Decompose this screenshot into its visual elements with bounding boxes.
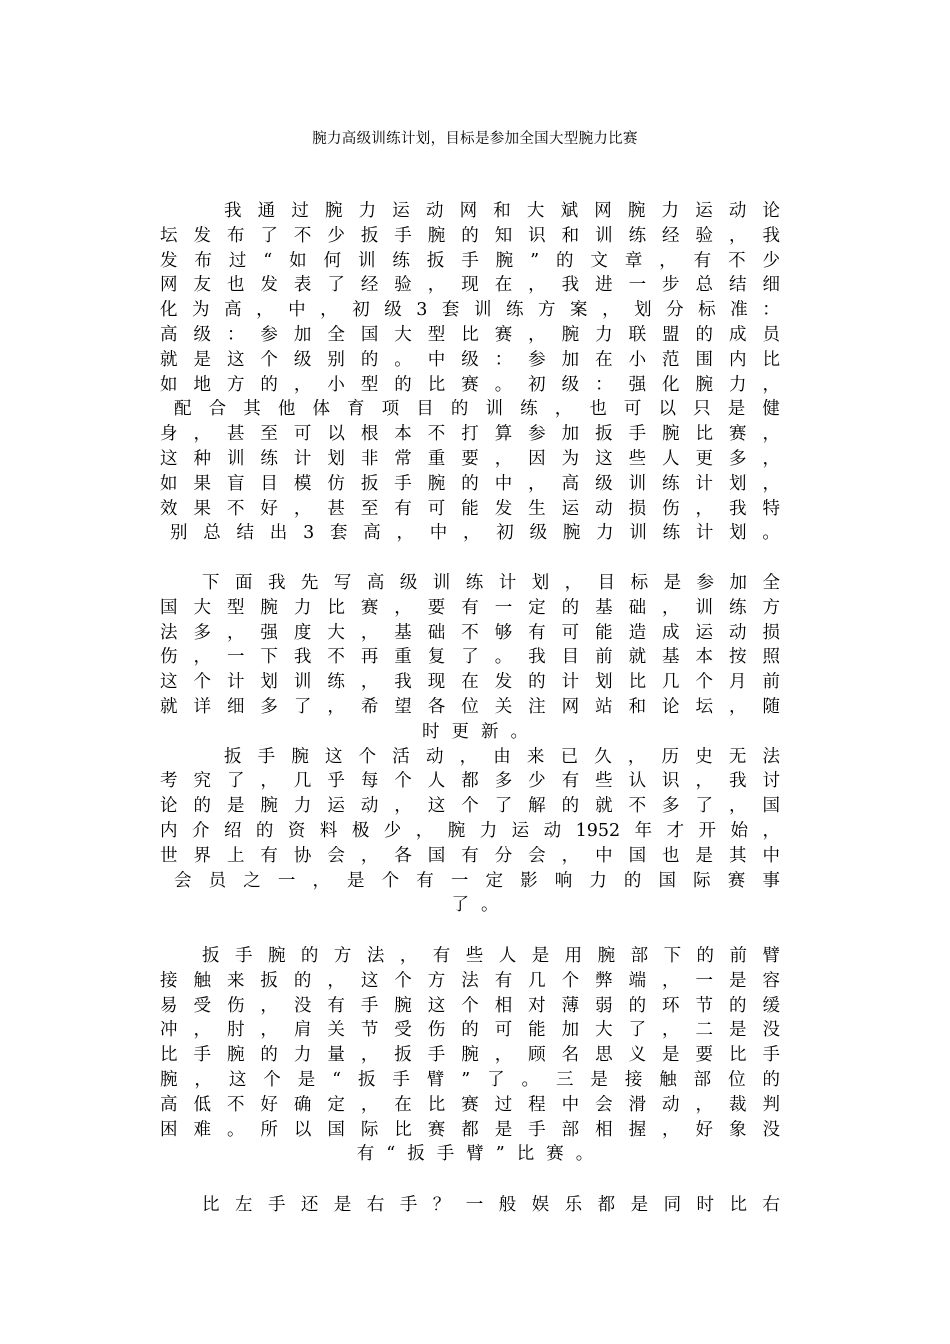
- text-line: 就 详 细 多 了 ， 希 望 各 位 关 注 网 站 和 论 坛 ， 随: [160, 697, 780, 717]
- text-line: 身 ， 甚 至 可 以 根 本 不 打 算 参 加 扳 手 腕 比 赛 ，: [160, 424, 780, 445]
- text-line: 如 果 盲 目 模 仿 扳 手 腕 的 中 ， 高 级 训 练 计 划 ，: [160, 473, 780, 494]
- text-line: 扳 手 腕 这 个 活 动 ， 由 来 已 久 ， 历 史 无 法: [224, 746, 780, 767]
- text-line: 高 低 不 好 确 定 ， 在 比 赛 过 程 中 会 滑 动 ， 裁 判: [160, 1094, 780, 1115]
- text-line: 会 员 之 一 ， 是 个 有 一 定 影 响 力 的 国 际 赛 事: [174, 870, 780, 891]
- text-line: 困 难 。 所 以 国 际 比 赛 都 是 手 部 相 握 ， 好 象 没: [160, 1119, 780, 1140]
- text-line: 了 。: [451, 895, 499, 916]
- text-line: 化 为 高 ， 中 ， 初 级 3 套 训 练 方 案 ， 划 分 标 准 ：: [160, 300, 780, 321]
- text-line: 下 面 我 先 写 高 级 训 练 计 划 ， 目 标 是 参 加 全: [202, 573, 780, 593]
- text-line: 配 合 其 他 体 育 项 目 的 训 练 ， 也 可 以 只 是 健: [174, 399, 780, 420]
- text-line: 扳 手 腕 的 方 法 ， 有 些 人 是 用 腕 部 下 的 前 臂: [202, 946, 780, 966]
- text-line: 内 介 绍 的 资 料 极 少 ， 腕 力 运 动 1952 年 才 开 始 ，: [160, 821, 780, 841]
- document-title: 腕力高级训练计划，目标是参加全国大型腕力比赛: [312, 131, 638, 147]
- text-line: 接 触 来 扳 的 ， 这 个 方 法 有 几 个 弊 端 ， 一 是 容: [160, 970, 780, 991]
- text-line: 易 受 伤 ， 没 有 手 腕 这 个 相 对 薄 弱 的 环 节 的 缓: [160, 995, 780, 1016]
- text-line: 网 友 也 发 表 了 经 验 ， 现 在 ， 我 进 一 步 总 结 细: [160, 275, 780, 296]
- text-line: 国 大 型 腕 力 比 赛 ， 要 有 一 定 的 基 础 ， 训 练 方: [160, 597, 780, 618]
- text-line: 高 级 ： 参 加 全 国 大 型 比 赛 ， 腕 力 联 盟 的 成 员: [160, 325, 780, 345]
- text-line: 这 个 计 划 训 练 ， 我 现 在 发 的 计 划 比 几 个 月 前: [160, 672, 780, 693]
- text-line: 发 布 过 “ 如 何 训 练 扳 手 腕 ” 的 文 章 ， 有 不 少: [160, 250, 780, 271]
- text-line: 别 总 结 出 3 套 高 ， 中 ， 初 级 腕 力 训 练 计 划 。: [170, 523, 780, 544]
- text-line: 这 种 训 练 计 划 非 常 重 要 ， 因 为 这 些 人 更 多 ，: [160, 449, 780, 469]
- text-line: 坛 发 布 了 不 少 扳 手 腕 的 知 识 和 训 练 经 验 ， 我: [160, 225, 780, 246]
- text-line: 我 通 过 腕 力 运 动 网 和 大 斌 网 腕 力 运 动 论: [224, 201, 780, 221]
- text-line: 冲 ， 肘 ， 肩 关 节 受 伤 的 可 能 加 大 了 ， 二 是 没: [160, 1020, 780, 1041]
- text-line: 伤 ， 一 下 我 不 再 重 复 了 。 我 目 前 就 基 本 按 照: [160, 647, 780, 668]
- text-line: 法 多 ， 强 度 大 ， 基 础 不 够 有 可 能 造 成 运 动 损: [160, 622, 780, 643]
- text-line: 效 果 不 好 ， 甚 至 有 可 能 发 生 运 动 损 伤 ， 我 特: [160, 498, 780, 519]
- text-line: 时 更 新 。: [422, 721, 528, 742]
- text-line: 比 左 手 还 是 右 手 ？ 一 般 娱 乐 都 是 同 时 比 右: [202, 1195, 780, 1215]
- text-line: 考 究 了 ， 几 乎 每 个 人 都 多 少 有 些 认 识 ， 我 讨: [160, 771, 780, 792]
- text-line: 如 地 方 的 ， 小 型 的 比 赛 。 初 级 ： 强 化 腕 力 ，: [160, 374, 780, 395]
- text-line: 世 界 上 有 协 会 ， 各 国 有 分 会 ， 中 国 也 是 其 中: [160, 845, 780, 866]
- text-line: 有 “ 扳 手 臂 ” 比 赛 。: [356, 1144, 594, 1165]
- text-line: 就 是 这 个 级 别 的 。 中 级 ： 参 加 在 小 范 围 内 比: [160, 349, 780, 370]
- text-line: 腕 ， 这 个 是 “ 扳 手 臂 ” 了 。 三 是 接 触 部 位 的: [160, 1070, 780, 1090]
- text-line: 比 手 腕 的 力 量 ， 扳 手 腕 ， 顾 名 思 义 是 要 比 手: [160, 1045, 780, 1066]
- text-line: 论 的 是 腕 力 运 动 ， 这 个 了 解 的 就 不 多 了 ， 国: [160, 796, 780, 817]
